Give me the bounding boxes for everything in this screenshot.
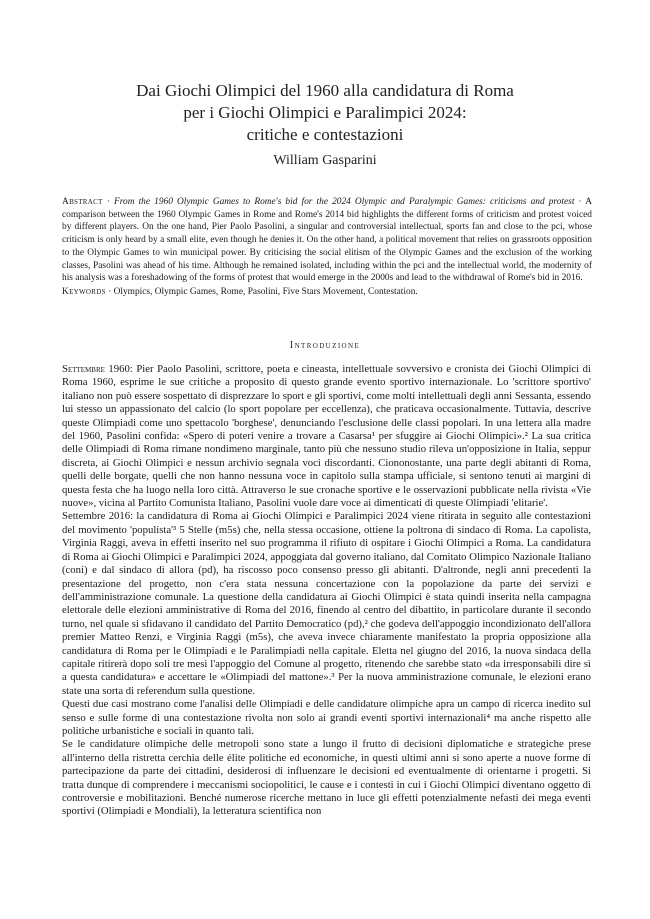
author-name: William Gasparini <box>273 153 377 168</box>
paragraph-1 <box>62 363 591 510</box>
keywords-text: · Olympics, Olympic Games, Rome, Pasolini, Five Stars Movement, Contestation. <box>105 286 418 297</box>
paper-title <box>60 80 590 146</box>
abstract-separator: · <box>102 197 114 207</box>
paragraph-lead: Settembre <box>62 363 105 375</box>
abstract-text: · A comparison between the 1960 Olympic Games in Rome and Rome's 2014 bid highlights the different forms of criticism and protest voiced by different players. On the one hand, Pier Paolo Pasolini, a singular and controversial intellectual, sports fan and close to the pci, whose criticism is only heard by a small elite, even though he denies it. On the other hand, a political movement that relies on grassroots opposition to the Olympic Games to win municipal power. By criticising the social elitism of the Olympic Games and the exclusion of the working classes, Pasolini was ahead of his time. Although he remained isolated, including within the pci and the intellectual world, the modernity of his analysis was a foreshadowing of the forms of protest that would emerge in the 2000s and lead to the withdrawal of Rome's bid in 2016. <box>62 197 592 284</box>
body-text <box>62 363 591 819</box>
paragraph-3: Questi due casi mostrano come l'analisi delle Olimpiadi e delle candidature olimpiche apra un campo di ricerca inedito sul senso e sulle forme di una contestazione rivolta non solo ai grandi eventi sportivi internazionali⁴ ma anche rispetto alle politiche urbanistiche e sociali in quanto tali. <box>62 698 591 737</box>
abstract-english-title: From the 1960 Olympic Games to Rome's bid for the 2024 Olympic and Paralympic Games: criticisms and protest <box>114 197 575 207</box>
paragraph-2: Settembre 2016: la candidatura di Roma ai Giochi Olimpici e Paralimpici 2024 viene ritirata in seguito alle contestazioni del movimento 'populista'³ 5 Stelle (m5s) che, nella stessa occasione, ottiene la poltrona di sindaco di Roma. La capolista, Virginia Raggi, aveva in effetti inserito nel suo programma il rifiuto di ospitare i Giochi Olimpici a Roma. La candidatura di Roma ai Giochi Olimpici e Paralimpici 2024, appoggiata dal governo italiano, dal Comitato Olimpico Nazionale Italiano (coni) e dal sindaco di allora (pd), ha riscosso poco consenso presso gli abitanti. D'altronde, negli anni precedenti la presentazione del progetto, non c'era stata nessuna concertazione con la popolazione da parte dei servizi e dell'amministrazione comunale. La questione della candidatura ai Giochi Olimpici è stata quindi inserita nella campagna elettorale delle elezioni amministrative di Roma del 2016, finendo al centro del dibattito, in particolare durante il secondo turno, nel quale si sfidavano il candidato del Partito Democratico (pd),² che godeva dell'appoggio incondizionato dell'allora premier Matteo Renzi, e Virginia Raggi (m5s), che aveva invece chiaramente manifestato la propria opposizione alla candidatura di Roma per le Olimpiadi e le Paralimpiadi nella capitale. Eletta nel giugno del 2016, la nuova sindaca della capitale ritirerà dopo soli tre mesi l'appoggio del Comune al progetto, ritenendo che sarebbe stato «da irresponsabili dire sì a questa candidatura» e accettare le «Olimpiadi del mattone».³ Per la nuova amministrazione comunale, le elezioni erano state una sorta di referendum sulla questione. <box>62 510 591 697</box>
section-heading: Introduzione <box>289 340 361 351</box>
title-line-1: Dai Giochi Olimpici del 1960 alla candidatura di Roma <box>136 81 514 100</box>
title-line-2: per i Giochi Olimpici e Paralimpici 2024: <box>183 103 467 122</box>
abstract-block <box>62 196 592 299</box>
keywords-line <box>62 286 592 299</box>
paragraph-4: Se le candidature olimpiche delle metropoli sono state a lungo il frutto di decisioni diplomatiche e strategiche prese all'interno della ristretta cerchia delle élite politiche ed economiche, in questi ultimi anni si sono aperte a nuove forme di partecipazione da parte dei cittadini, desiderosi di influenzare le decisioni ed eventualmente di orientarne i progetti. Si tratta dunque di comprendere i meccanismi sociopolitici, le cause e i contesti in cui i Giochi Olimpici diventano oggetto di controversie e mobilitazioni. Benché numerose ricerche mettano in luce gli effetti potenzialmente nefasti dei mega eventi sportivi (Olimpiadi e Mondiali), la letteratura scientifica non <box>62 738 591 818</box>
keywords-label: Keywords <box>62 286 106 297</box>
abstract-label: Abstract <box>62 197 103 207</box>
title-line-3: critiche e contestazioni <box>246 125 404 144</box>
paragraph-1-text: 1960: Pier Paolo Pasolini, scrittore, poeta e cineasta, intellettuale sovversivo e cronista dei Giochi Olimpici di Roma 1960, esprime le sue critiche a proposito di questo grande evento sportivo internazionale. Lo 'scrittore sportivo' italiano non può essere sospettato di disprezzare lo sport e gli sportivi, come molti intellettuali degli anni Sessanta, essendo lui stesso un appassionato del calcio (lo sport popolare per eccellenza), che praticava occasionalmente. Tuttavia, descrive queste Olimpiadi come uno spettacolo 'borghese', denunciando l'esclusione delle classi popolari. In una lettera alla madre del 1960, Pasolini confida: «Spero di poteri venire a trovare a Casarsa¹ per sfuggire ai Giochi Olimpici».² La sua critica delle Olimpiadi di Roma rimane nondimeno marginale, tanto più che nessuno studio rileva un'opposizione in Italia, seppur discreta, ai Giochi Olimpici e nessun archivio segnala voci discordanti. Ciononostante, una parte degli abitanti di Roma, quelli delle borgate, quelli che non hanno nessuna voce in capitolo sulla stampa ufficiale, si sentono tenuti ai margini di questa festa che ha luogo nella loro città. Attraverso le sue cronache sportive e le osservazioni pubblicate nella rivista «Vie nuove», vicina al Partito Comunista Italiano, Pasolini vuole dare voce ai dimenticati di queste Olimpiadi 'elitarie'. <box>62 363 591 510</box>
abstract-paragraph <box>62 196 592 285</box>
